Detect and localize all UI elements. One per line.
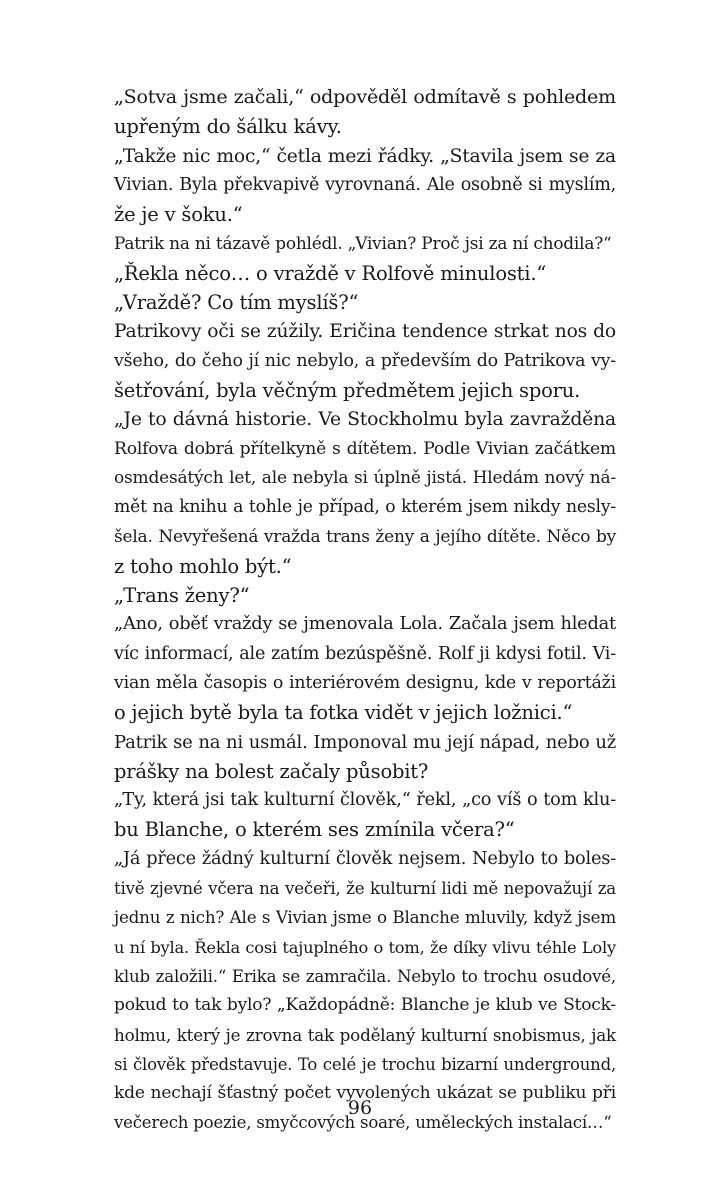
- text-line: Patrikovy oči se zúžily. Eričina tendence strkat nos do: [114, 321, 616, 343]
- text-line: šela. Nevyřešená vražda trans ženy a jejího dítěte. Něco by: [114, 526, 616, 547]
- text-line: z toho mohlo být.“: [114, 554, 292, 578]
- text-line: upřeným do šálku kávy.: [114, 115, 342, 139]
- text-line: bu Blanche, o kterém ses zmínila včera?“: [114, 818, 515, 842]
- page-number: 96: [347, 1097, 373, 1119]
- text-line: mět na knihu a tohle je případ, o kterém jsem nikdy nesly-: [114, 497, 616, 518]
- text-line: „Řekla něco… o vraždě v Rolfově minulosti.“: [114, 261, 547, 285]
- body-text: [114, 83, 616, 1138]
- text-line: jednu z nich? Ale s Vivian jsme o Blanche mluvily, když jsem: [114, 907, 616, 928]
- text-line: „Takže nic moc,“ četla mezi řádky. „Stavila jsem se za: [114, 145, 616, 167]
- text-line: šetřování, byla věčným předmětem jejich sporu.: [114, 378, 581, 402]
- text-line: „Ty, která jsi tak kulturní člověk,“ řekl, „co víš o tom klu-: [114, 790, 616, 811]
- text-line: večerech poezie, smyčcových soaré, uměleckých instalací…“: [114, 1113, 612, 1133]
- text-line: „Ano, oběť vraždy se jmenovala Lola. Začala jsem hledat: [114, 614, 616, 635]
- text-line: že je v šoku.“: [114, 203, 243, 227]
- text-line: klub založili.“ Erika se zamračila. Nebylo to trochu osudové,: [114, 966, 616, 986]
- text-line: tivě zjevné včera na večeři, že kulturní lidi mě nepovažují za: [114, 879, 616, 899]
- text-line: „Sotva jsme začali,“ odpověděl odmítavě s pohledem: [114, 86, 616, 108]
- text-line: Rolfova dobrá přítelkyně s dítětem. Podle Vivian začátkem: [114, 438, 616, 459]
- text-line: Vivian. Byla překvapivě vyrovnaná. Ale osobně si myslím,: [114, 174, 616, 195]
- text-line: o jejich bytě byla ta fotka vidět v jejich ložnici.“: [114, 701, 573, 725]
- text-line: kde nechají šťastný počet vyvolených ukázat se publiku při: [114, 1083, 616, 1104]
- text-line: „Já přece žádný kulturní člověk nejsem. Nebylo to boles-: [114, 848, 616, 869]
- text-line: vian měla časopis o interiérovém designu, kde v reportáži: [114, 672, 616, 693]
- text-line: Patrik na ni tázavě pohlédl. „Vivian? Proč jsi za ní chodila?“: [114, 233, 612, 254]
- text-line: prášky na bolest začaly působit?: [114, 759, 429, 783]
- text-line: Patrik se na ni usmál. Imponoval mu její nápad, nebo už: [114, 731, 616, 753]
- text-line: holmu, který je zrovna tak podělaný kulturní snobismus, jak: [114, 1024, 616, 1045]
- text-line: „Trans ženy?“: [114, 584, 250, 608]
- text-line: všeho, do čeho jí nic nebylo, a především do Patrikova vy-: [114, 350, 616, 371]
- text-line: „Vraždě? Co tím myslíš?“: [114, 291, 359, 315]
- text-line: víc informací, ale zatím bezúspěšně. Rolf ji kdysi fotil. Vi-: [114, 643, 616, 664]
- text-line: „Je to dávná historie. Ve Stockholmu byla zavražděna: [114, 409, 616, 431]
- text-line: pokud to tak bylo? „Každopádně: Blanche je klub ve Stock-: [114, 995, 616, 1016]
- text-line: u ní byla. Řekla cosi tajuplného o tom, že díky vlivu téhle Loly: [114, 937, 616, 957]
- text-line: osmdesátých let, ale nebyla si úplně jistá. Hledám nový ná-: [114, 467, 616, 488]
- text-line: si člověk představuje. To celé je trochu bizarní underground,: [114, 1054, 616, 1074]
